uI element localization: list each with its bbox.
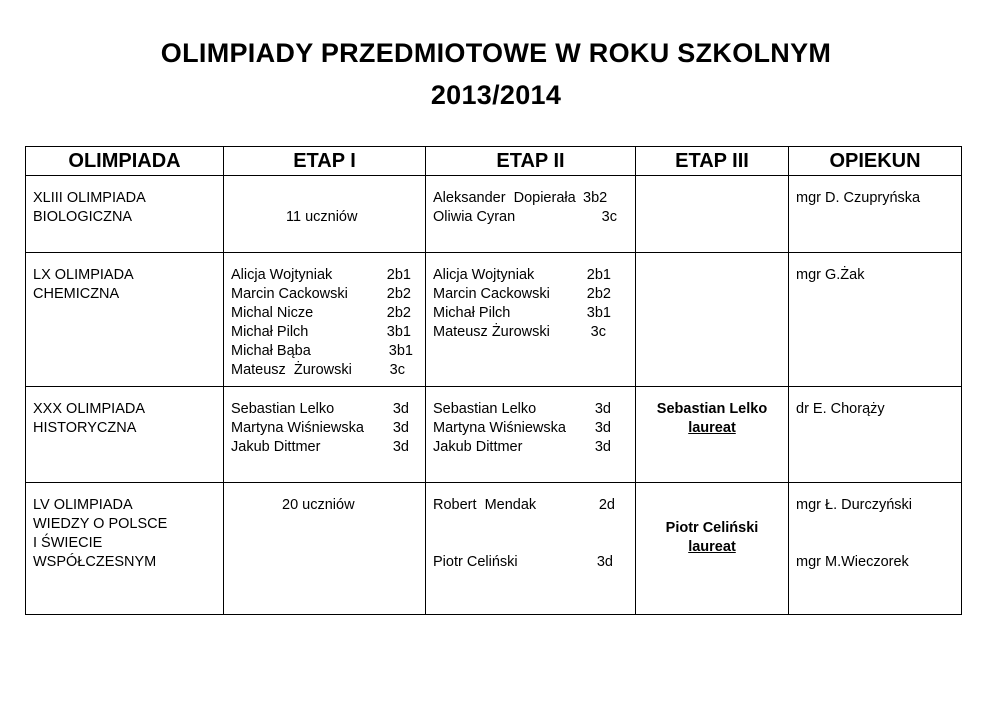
- cell-etap-2: [426, 176, 636, 253]
- student-entry: [231, 400, 425, 419]
- student-entry: [231, 342, 425, 361]
- cell-opiekun: [789, 387, 962, 483]
- cell-olimpiada: [26, 483, 224, 615]
- olympiad-name-line: WIEDZY O POLSCE: [33, 516, 168, 532]
- student-class: 2b2: [386, 305, 411, 321]
- laureate-name: Piotr Celiński: [665, 520, 759, 536]
- olympiad-name-line: LX OLIMPIADA: [33, 267, 134, 283]
- cell-olimpiada: [26, 253, 224, 387]
- student-entry: [231, 361, 425, 380]
- header-opiekun: OPIEKUN: [789, 147, 962, 176]
- supervisor-name: mgr G.Żak: [796, 267, 865, 283]
- olympiad-name-line: BIOLOGICZNA: [33, 209, 133, 225]
- olympiad-name-line: HISTORYCZNA: [33, 420, 137, 436]
- student-entry: [231, 285, 425, 304]
- cell-opiekun: [789, 483, 962, 615]
- student-class: 2b2: [386, 286, 411, 302]
- student-name: Mateusz Żurowski: [231, 362, 352, 378]
- student-class: 3c: [590, 324, 606, 340]
- student-class: 3d: [392, 439, 409, 455]
- supervisor-name: mgr M.Wieczorek: [796, 554, 909, 570]
- cell-etap-2: [426, 253, 636, 387]
- student-class: 3d: [594, 439, 611, 455]
- student-name: Alicja Wojtyniak: [433, 267, 535, 283]
- student-name: Oliwia Cyran: [433, 209, 516, 225]
- header-etap-2: ETAP II: [426, 147, 636, 176]
- student-entry: [433, 323, 635, 342]
- cell-etap-3: [636, 176, 789, 253]
- student-class: 3b1: [586, 305, 611, 321]
- header-etap-1: ETAP I: [224, 147, 426, 176]
- student-entry: [231, 438, 425, 457]
- cell-etap-3: [636, 483, 789, 615]
- laureate-status: laureat: [688, 539, 736, 555]
- cell-etap-3: [636, 387, 789, 483]
- cell-etap-1: [224, 483, 426, 615]
- table-row: [26, 253, 962, 387]
- student-name: Piotr Celiński: [433, 554, 518, 570]
- supervisor-name: dr E. Chorąży: [796, 401, 885, 417]
- student-entry: [433, 285, 635, 304]
- student-entry: [433, 553, 635, 572]
- student-name: Sebastian Lelko: [433, 401, 537, 417]
- student-entry: [433, 419, 635, 438]
- student-name: Michal Nicze: [231, 305, 314, 321]
- student-entry: [433, 400, 635, 419]
- student-class: 3d: [392, 401, 409, 417]
- student-name: Sebastian Lelko: [231, 401, 335, 417]
- table-row: [26, 387, 962, 483]
- student-entry: [433, 208, 635, 227]
- cell-etap-2: [426, 483, 636, 615]
- student-entry: [231, 304, 425, 323]
- student-class: 3b1: [388, 343, 413, 359]
- header-etap-3: ETAP III: [636, 147, 789, 176]
- student-name: Jakub Dittmer: [231, 439, 321, 455]
- student-class: 2b2: [586, 286, 611, 302]
- student-name: Martyna Wiśniewska: [433, 420, 566, 436]
- cell-etap-3: [636, 253, 789, 387]
- page-title: OLIMPIADY PRZEDMIOTOWE W ROKU SZKOLNYM: [160, 38, 832, 68]
- student-entry: [433, 189, 635, 208]
- cell-etap-1: [224, 253, 426, 387]
- student-class: 3b2: [583, 190, 608, 206]
- olympiad-name-line: XXX OLIMPIADA: [33, 401, 146, 417]
- student-entry: [433, 438, 635, 457]
- olympiad-table: [25, 146, 962, 615]
- cell-opiekun: [789, 176, 962, 253]
- olympiad-name-line: XLIII OLIMPIADA: [33, 190, 146, 206]
- student-name: Aleksander Dopierała: [433, 190, 576, 206]
- student-name: Marcin Cackowski: [231, 286, 348, 302]
- laureate-status: laureat: [688, 420, 736, 436]
- student-class: 3c: [389, 362, 405, 378]
- student-class: 2b1: [586, 267, 611, 283]
- student-class: 3b1: [386, 324, 411, 340]
- student-name: Michał Pilch: [433, 305, 511, 321]
- student-class: 2d: [598, 497, 615, 513]
- cell-etap-2: [426, 387, 636, 483]
- student-name: Martyna Wiśniewska: [231, 420, 364, 436]
- supervisor-name: mgr D. Czupryńska: [796, 190, 921, 206]
- table-header-row: [26, 147, 962, 176]
- laureate-name: Sebastian Lelko: [656, 401, 768, 417]
- table-row: [26, 483, 962, 615]
- student-entry: [231, 419, 425, 438]
- cell-etap-1: [224, 176, 426, 253]
- supervisor-name: mgr Ł. Durczyński: [796, 497, 913, 513]
- student-name: Jakub Dittmer: [433, 439, 523, 455]
- student-class: 3d: [594, 401, 611, 417]
- cell-olimpiada: [26, 176, 224, 253]
- student-class: 3c: [601, 209, 617, 225]
- student-name: Alicja Wojtyniak: [231, 267, 333, 283]
- student-entry: [433, 266, 635, 285]
- student-entry: [433, 496, 635, 515]
- olympiad-name-line: WSPÓŁCZESNYM: [33, 554, 157, 570]
- student-class: 3d: [596, 554, 613, 570]
- student-count: 11 uczniów: [286, 209, 358, 225]
- student-name: Michał Bąba: [231, 343, 311, 359]
- cell-opiekun: [789, 253, 962, 387]
- olympiad-name-line: CHEMICZNA: [33, 286, 120, 302]
- cell-etap-1: [224, 387, 426, 483]
- student-class: 3d: [392, 420, 409, 436]
- student-entry: [433, 304, 635, 323]
- olympiad-name-line: LV OLIMPIADA: [33, 497, 133, 513]
- student-class: 3d: [594, 420, 611, 436]
- table-row: [26, 176, 962, 253]
- page-subtitle-year: 2013/2014: [430, 80, 562, 110]
- student-count: 20 uczniów: [282, 497, 355, 513]
- student-entry: [231, 323, 425, 342]
- student-name: Marcin Cackowski: [433, 286, 550, 302]
- student-class: 2b1: [386, 267, 411, 283]
- olympiad-name-line: I ŚWIECIE: [33, 535, 103, 551]
- header-olimpiada: OLIMPIADA: [26, 147, 224, 176]
- student-name: Mateusz Żurowski: [433, 324, 550, 340]
- student-name: Michał Pilch: [231, 324, 309, 340]
- student-entry: [231, 266, 425, 285]
- cell-olimpiada: [26, 387, 224, 483]
- student-name: Robert Mendak: [433, 497, 537, 513]
